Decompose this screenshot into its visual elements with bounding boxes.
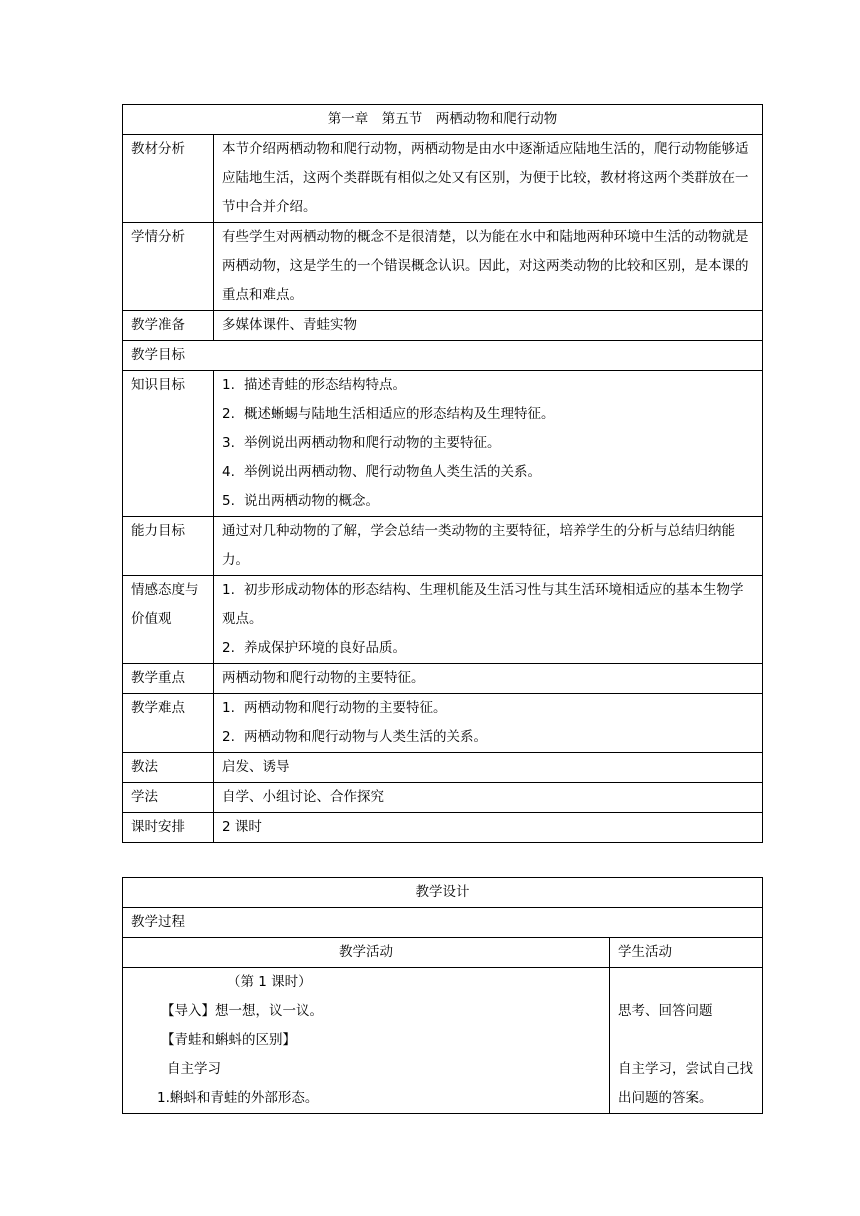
list-item: 5. 说出两栖动物的概念。: [222, 493, 379, 509]
row-label: 课时安排: [123, 813, 214, 843]
list-item: 2. 养成保护环境的良好品质。: [222, 640, 406, 656]
row-list: [214, 694, 763, 753]
student-activity: [610, 968, 763, 1114]
row-text: 启发、诱导: [214, 753, 763, 783]
list-item: 3. 举例说出两栖动物和爬行动物的主要特征。: [222, 435, 501, 451]
row-text: 两栖动物和爬行动物的主要特征。: [214, 664, 763, 694]
row-students: [123, 223, 763, 311]
activity-line: 【导入】想一想，议一议。: [161, 1003, 323, 1019]
process-heading: 教学过程: [123, 908, 763, 938]
activity-line: 思考、回答问题: [618, 1003, 713, 1019]
list-item: 2. 概述蜥蜴与陆地生活相适应的形态结构及生理特征。: [222, 406, 555, 422]
row-method: [123, 753, 763, 783]
row-knowledge: [123, 371, 763, 517]
list-item: 4. 举例说出两栖动物、爬行动物鱼人类生活的关系。: [222, 464, 541, 480]
row-emotion: [123, 576, 763, 664]
row-label: 学情分析: [123, 223, 214, 311]
row-prep: [123, 311, 763, 341]
row-label: 教学准备: [123, 311, 214, 341]
activity-line: （第 1 课时）: [227, 974, 312, 990]
list-item: 1. 初步形成动物体的形态结构、生理机能及生活习性与其生活环境相适应的基本生物学观点。: [222, 582, 744, 627]
row-label: 教材分析: [123, 135, 214, 223]
row-goals-header: [123, 341, 763, 371]
activity-line: 自主学习，尝试自己找出问题的答案。: [618, 1061, 753, 1106]
list-item: 1. 两栖动物和爬行动物的主要特征。: [222, 700, 447, 716]
col-student-header: 学生活动: [610, 938, 763, 968]
row-time: [123, 813, 763, 843]
teaching-design-table: [122, 877, 763, 1114]
row-text: 2 课时: [214, 813, 763, 843]
activity-row: [123, 968, 763, 1114]
col-teacher-header: 教学活动: [123, 938, 610, 968]
row-label: 情感态度与价值观: [123, 576, 214, 664]
row-key: [123, 664, 763, 694]
section-heading: 教学目标: [123, 341, 763, 371]
row-difficult: [123, 694, 763, 753]
row-label: 教法: [123, 753, 214, 783]
row-text: 自学、小组讨论、合作探究: [214, 783, 763, 813]
teacher-activity: [123, 968, 610, 1114]
list-item: 1. 描述青蛙的形态结构特点。: [222, 377, 406, 393]
row-text: 本节介绍两栖动物和爬行动物，两栖动物是由水中逐渐适应陆地生活的，爬行动物能够适应陆地生活，这两个类群既有相似之处又有区别，为便于比较，教材将这两个类群放在一节中合并介绍。: [214, 135, 763, 223]
row-label: 知识目标: [123, 371, 214, 517]
row-list: [214, 576, 763, 664]
row-ability: [123, 517, 763, 576]
row-text: 有些学生对两栖动物的概念不是很清楚，以为能在水中和陆地两种环境中生活的动物就是两栖动物，这是学生的一个错误概念认识。因此，对这两类动物的比较和区别，是本课的重点和难点。: [214, 223, 763, 311]
row-label: 学法: [123, 783, 214, 813]
row-label: 教学难点: [123, 694, 214, 753]
activity-line: 【青蛙和蝌蚪的区别】: [161, 1032, 296, 1048]
row-text: 通过对几种动物的了解，学会总结一类动物的主要特征，培养学生的分析与总结归纳能力。: [214, 517, 763, 576]
row-label: 教学重点: [123, 664, 214, 694]
list-item: 2. 两栖动物和爬行动物与人类生活的关系。: [222, 729, 487, 745]
activity-line: 1.蝌蚪和青蛙的外部形态。: [157, 1090, 319, 1106]
row-material: [123, 135, 763, 223]
design-title: 教学设计: [123, 878, 763, 908]
lesson-info-table: [122, 104, 763, 843]
lesson-title: 第一章 第五节 两栖动物和爬行动物: [123, 105, 763, 135]
row-text: 多媒体课件、青蛙实物: [214, 311, 763, 341]
row-label: 能力目标: [123, 517, 214, 576]
row-learn: [123, 783, 763, 813]
row-list: [214, 371, 763, 517]
activity-line: 自主学习: [167, 1061, 221, 1077]
